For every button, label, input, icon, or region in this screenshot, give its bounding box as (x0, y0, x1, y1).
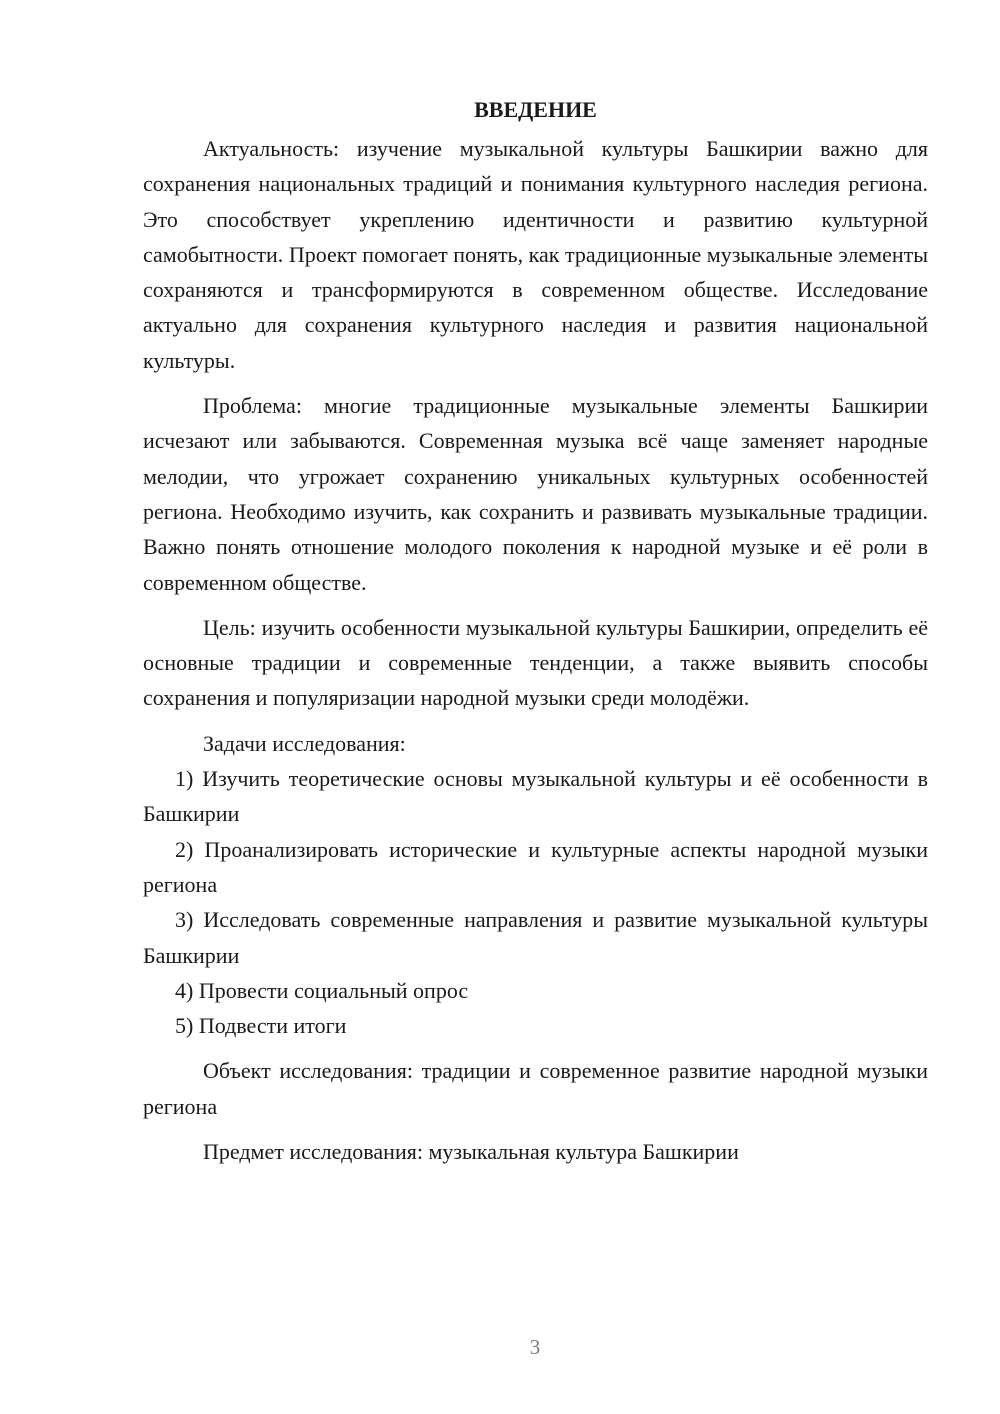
list-item: 5) Подвести итоги (175, 1013, 347, 1039)
page-heading: ВВЕДЕНИЕ (474, 97, 597, 122)
list-item: 1) Изучить теоретические основы музыкальной культуры и её особенности в Башкирии (143, 766, 928, 827)
object-paragraph: Объект исследования: традиции и современное развитие народной музыки региона (143, 1058, 928, 1119)
goal-paragraph: Цель: изучить особенности музыкальной культуры Башкирии, определить её основные традиции и современные тенденции, а также выявить способы сохранения и популяризации народной музыки среди молодёжи. (143, 614, 928, 711)
document-page (143, 92, 928, 1169)
list-item: 2) Проанализировать исторические и культурные аспекты народной музыки региона (143, 836, 928, 897)
list-item: 3) Исследовать современные направления и развитие музыкальной культуры Башкирии (143, 907, 928, 968)
problem-paragraph: Проблема: многие традиционные музыкальные элементы Башкирии исчезают или забываются. Современная музыка всё чаще заменяет народные мелодии, что угрожает сохранению уникальных культурных особенностей региона. Необходимо изучить, как сохранить и развивать музыкальные традиции. Важно понять отношение молодого поколения к народной музыке и её роли в современном обществе. (143, 393, 928, 595)
subject-paragraph: Предмет исследования: музыкальная культура Башкирии (203, 1139, 739, 1165)
page-number: 3 (529, 1335, 541, 1359)
tasks-title: Задачи исследования: (203, 730, 406, 756)
list-item: 4) Провести социальный опрос (175, 977, 469, 1003)
relevance-paragraph: Актуальность: изучение музыкальной культуры Башкирии важно для сохранения национальных традиций и понимания культурного наследия региона. Это способствует укреплению идентичности и развитию культурной самобытности. Проект помогает понять, как традиционные музыкальные элементы сохраняются и трансформируются в современном обществе. Исследование актуально для сохранения культурного наследия и развития национальной культуры. (143, 136, 928, 373)
tasks-list (143, 761, 928, 1043)
